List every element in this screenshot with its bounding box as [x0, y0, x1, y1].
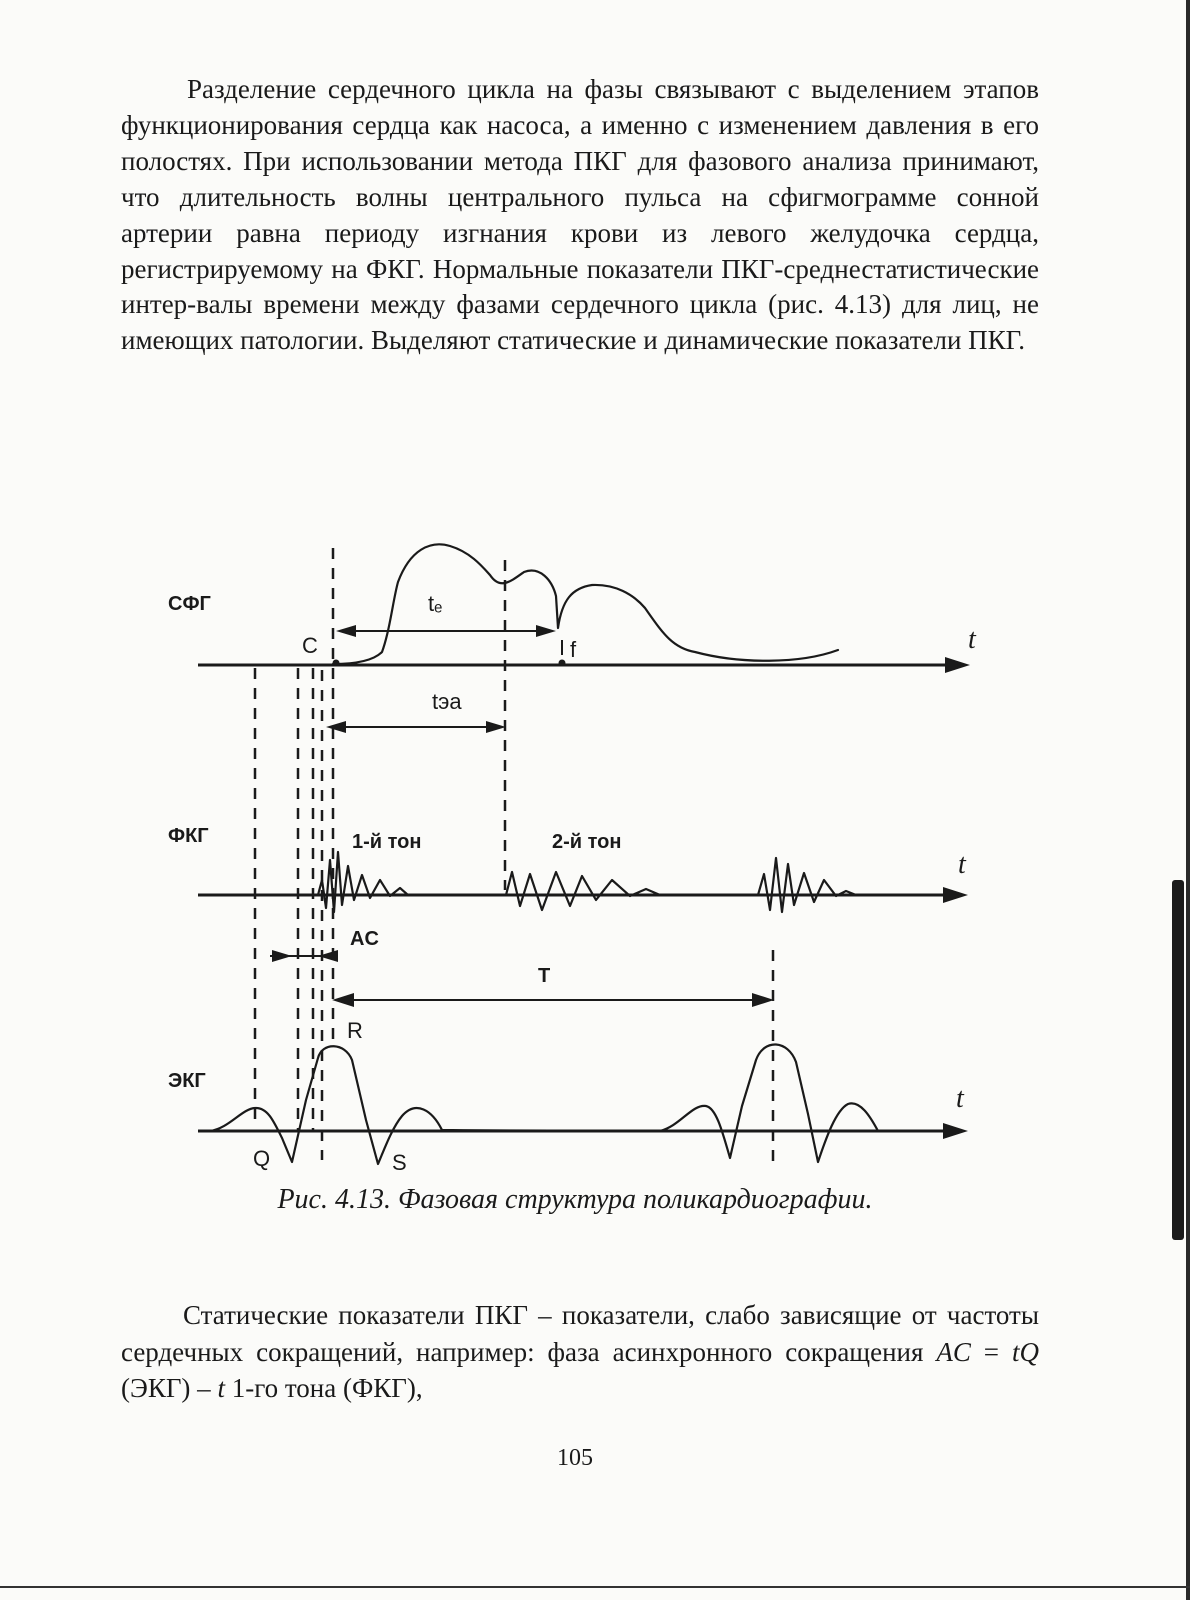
formula-rhs: tQ: [1012, 1336, 1039, 1367]
page-number: 105: [557, 1445, 593, 1471]
ekg-axis-arrowhead: [943, 1123, 968, 1139]
point-c-label: C: [302, 633, 318, 658]
peak-r-label: R: [347, 1018, 363, 1043]
sfg-axis-arrowhead: [945, 657, 970, 673]
formula-eq: =: [970, 1336, 1012, 1367]
paragraph-2-end: 1-го тона (ФКГ),: [224, 1373, 423, 1403]
figure-caption: Рис. 4.13. Фазовая структура поликардиографии.: [277, 1184, 873, 1215]
tone-2-label: 2-й тон: [552, 831, 622, 853]
interval-t-arrowhead-right: [752, 993, 774, 1007]
interval-ac-arrowhead-right: [272, 950, 292, 962]
paragraph-2: [121, 1297, 1039, 1407]
interval-t-label: T: [538, 965, 551, 987]
interval-top-label: tₑ: [428, 591, 443, 616]
sfg-label: СФГ: [168, 593, 211, 615]
tone-1-label: 1-й тон: [352, 831, 422, 853]
interval-top-arrowhead-right: [536, 625, 556, 637]
fkg-tone-3-curve: [758, 858, 856, 912]
scan-mark: [1172, 880, 1184, 1240]
formula-t: t: [217, 1373, 225, 1403]
fkg-label: ФКГ: [168, 825, 209, 847]
fkg-axis-t: t: [958, 849, 966, 880]
sfg-point-c-dot: [333, 660, 340, 667]
fkg-tone-2-curve: [506, 872, 660, 910]
sfg-point-f-dot: [559, 660, 566, 667]
interval-top-arrowhead-left: [336, 625, 356, 637]
formula-lhs: AC: [936, 1336, 971, 1367]
point-f-label: f: [570, 637, 577, 662]
interval-ea-arrowhead-right: [486, 721, 506, 733]
point-q-label: Q: [253, 1146, 271, 1171]
ekg-curve: [210, 1044, 900, 1164]
fkg-tone-1-curve: [318, 852, 408, 912]
interval-ea-label: tэа: [432, 689, 462, 714]
interval-t-arrowhead-left: [332, 993, 354, 1007]
scan-edge: [1186, 0, 1190, 1600]
paragraph-1-text: Разделение сердечного цикла на фазы связывают с выделением этапов функционирования сердца как насоса, а именно с изменением давления в его полостях. При использовании метода ПКГ для фазового анализа принимают, что длительность волны центрального пульса на сфигмограмме сонной артерии равна периоду изгнания крови из левого желудочка сердца, регистрируемому на ФКГ. Нормальные показатели ПКГ-среднестатистические интер-валы времени между фазами сердечного цикла (рис. 4.13) для лиц, не имеющих патологии. Выделяют статические и динамические показатели ПКГ.: [121, 74, 1039, 356]
paragraph-2-text: Статические показатели ПКГ – показатели, слабо зависящие от частоты сердечных сокращений, например: фаза асинхронного сокращения: [121, 1300, 1039, 1367]
point-s-label: S: [392, 1150, 407, 1175]
sfg-axis-t: t: [968, 624, 976, 655]
ekg-axis-t: t: [956, 1083, 964, 1114]
interval-ac-label: AC: [350, 928, 379, 950]
fkg-axis-arrowhead: [943, 887, 968, 903]
ekg-label: ЭКГ: [168, 1070, 206, 1092]
scan-bottom-line: [0, 1586, 1190, 1588]
interval-ea-arrowhead-left: [326, 721, 346, 733]
formula-after: (ЭКГ) –: [121, 1373, 218, 1403]
sfg-curve: [333, 544, 838, 664]
